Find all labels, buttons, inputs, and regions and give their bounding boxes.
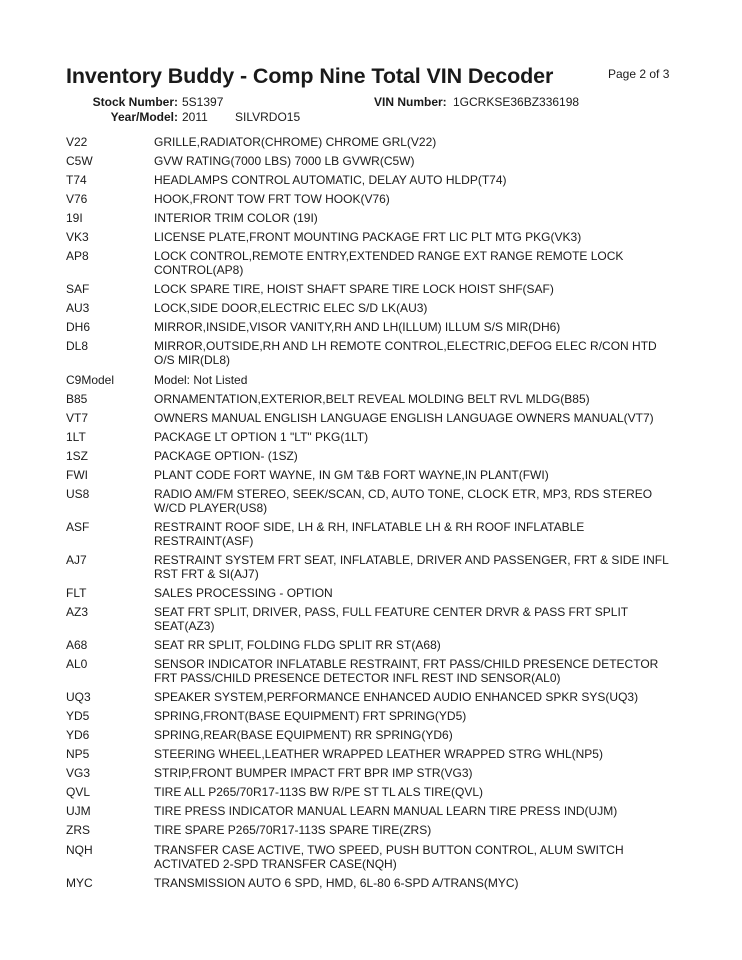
- option-code: FLT: [66, 585, 87, 600]
- option-description: MIRROR,INSIDE,VISOR VANITY,RH AND LH(ILLUM) ILLUM S/S MIR(DH6): [154, 320, 561, 335]
- option-description: PLANT CODE FORT WAYNE, IN GM T&B FORT WAYNE,IN PLANT(FWI): [154, 467, 549, 482]
- option-row: [66, 586, 686, 600]
- option-description: GVW RATING(7000 LBS) 7000 LB GVWR(C5W): [154, 154, 415, 169]
- option-row: [66, 230, 686, 244]
- option-row: [66, 320, 686, 334]
- option-code: A68: [66, 638, 88, 653]
- option-code: UQ3: [66, 690, 91, 705]
- option-row: [66, 211, 686, 225]
- option-row: [66, 657, 686, 685]
- option-row: [66, 192, 686, 206]
- option-code: AZ3: [66, 604, 89, 619]
- option-description: GRILLE,RADIATOR(CHROME) CHROME GRL(V22): [154, 135, 437, 149]
- option-row: [66, 728, 686, 742]
- option-description: LOCK,SIDE DOOR,ELECTRIC ELEC S/D LK(AU3): [154, 301, 428, 316]
- option-code: 19I: [66, 211, 83, 226]
- option-description: SPRING,FRONT(BASE EQUIPMENT) FRT SPRING(YD5): [154, 709, 467, 724]
- option-description: SALES PROCESSING - OPTION: [154, 585, 333, 600]
- option-description: LICENSE PLATE,FRONT MOUNTING PACKAGE FRT LIC PLT MTG PKG(VK3): [154, 230, 582, 245]
- option-description: STRIP,FRONT BUMPER IMPACT FRT BPR IMP STR(VG3): [154, 766, 473, 781]
- option-description: RESTRAINT ROOF SIDE, LH & RH, INFLATABLE LH & RH ROOF INFLATABLE RESTRAINT(ASF): [154, 519, 585, 548]
- option-description: INTERIOR TRIM COLOR (19I): [154, 211, 318, 226]
- option-row: [66, 823, 686, 837]
- option-row: [66, 638, 686, 652]
- option-description: TIRE PRESS INDICATOR MANUAL LEARN MANUAL LEARN TIRE PRESS IND(UJM): [154, 804, 618, 819]
- option-row: [66, 282, 686, 296]
- year-model-label: Year/Model:: [110, 110, 178, 124]
- option-code: VK3: [66, 230, 89, 245]
- option-row: [66, 430, 686, 444]
- option-code: FWI: [66, 467, 88, 482]
- option-code: T74: [66, 173, 87, 188]
- option-code: C5W: [66, 154, 93, 169]
- stock-number-label: Stock Number:: [92, 95, 178, 109]
- option-description: LOCK SPARE TIRE, HOIST SHAFT SPARE TIRE LOCK HOIST SHF(SAF): [154, 282, 554, 297]
- option-row: [66, 690, 686, 704]
- option-code: AP8: [66, 249, 89, 264]
- option-code: MYC: [66, 875, 93, 890]
- option-code: YD6: [66, 728, 90, 743]
- option-row: [66, 411, 686, 425]
- page-number: Page 2 of 3: [608, 67, 670, 81]
- option-code: C9Model: [66, 372, 115, 387]
- option-description: STEERING WHEEL,LEATHER WRAPPED LEATHER WRAPPED STRG WHL(NP5): [154, 747, 603, 762]
- option-description: PACKAGE LT OPTION 1 "LT" PKG(1LT): [154, 429, 369, 444]
- option-code: DL8: [66, 339, 89, 354]
- option-description: TRANSMISSION AUTO 6 SPD, HMD, 6L-80 6-SPD A/TRANS(MYC): [154, 875, 519, 890]
- option-code: 1SZ: [66, 448, 89, 463]
- option-row: [66, 709, 686, 723]
- option-description: SPEAKER SYSTEM,PERFORMANCE ENHANCED AUDIO ENHANCED SPKR SYS(UQ3): [154, 690, 639, 705]
- option-code: SAF: [66, 282, 90, 297]
- vin-number-value: 1GCRKSE36BZ336198: [453, 95, 580, 109]
- document-title: Inventory Buddy - Comp Nine Total VIN Decoder: [66, 64, 554, 88]
- option-description: RADIO AM/FM STEREO, SEEK/SCAN, CD, AUTO TONE, CLOCK ETR, MP3, RDS STEREO W/CD PLAYER(US8): [154, 486, 653, 515]
- option-description: HEADLAMPS CONTROL AUTOMATIC, DELAY AUTO HLDP(T74): [154, 173, 507, 188]
- option-description: SENSOR INDICATOR INFLATABLE RESTRAINT, FRT PASS/CHILD PRESENCE DETECTOR FRT PASS/CHILD PRESENCE DETECTOR INFL REST IND SENSOR(AL0): [154, 657, 659, 686]
- year-value: 2011: [182, 110, 208, 124]
- option-description: TRANSFER CASE ACTIVE, TWO SPEED, PUSH BUTTON CONTROL, ALUM SWITCH ACTIVATED 2-SPD TRANSFER CASE(NQH): [154, 842, 624, 871]
- option-row: [66, 135, 686, 149]
- option-list: [66, 135, 686, 895]
- option-code: UJM: [66, 804, 91, 819]
- option-code: B85: [66, 391, 88, 406]
- option-row: [66, 876, 686, 890]
- option-description: OWNERS MANUAL ENGLISH LANGUAGE ENGLISH LANGUAGE OWNERS MANUAL(VT7): [154, 410, 654, 425]
- option-row: [66, 339, 686, 367]
- option-code: AU3: [66, 301, 90, 316]
- option-code: ZRS: [66, 823, 90, 838]
- option-row: [66, 520, 686, 548]
- option-row: [66, 804, 686, 818]
- option-code: ASF: [66, 519, 90, 534]
- option-row: [66, 553, 686, 581]
- option-row: [66, 249, 686, 277]
- option-description: SEAT FRT SPLIT, DRIVER, PASS, FULL FEATURE CENTER DRVR & PASS FRT SPLIT SEAT(AZ3): [154, 604, 628, 633]
- option-row: [66, 468, 686, 482]
- option-code: V22: [66, 135, 88, 149]
- option-row: [66, 487, 686, 515]
- option-description: TIRE ALL P265/70R17-113S BW R/PE ST TL ALS TIRE(QVL): [154, 785, 484, 800]
- option-code: QVL: [66, 785, 91, 800]
- option-row: [66, 392, 686, 406]
- option-code: AL0: [66, 657, 88, 672]
- stock-number-value: 5S1397: [182, 95, 224, 109]
- option-row: [66, 766, 686, 780]
- vin-number-label: VIN Number:: [374, 95, 447, 109]
- option-code: YD5: [66, 709, 90, 724]
- option-code: NP5: [66, 747, 90, 762]
- option-description: ORNAMENTATION,EXTERIOR,BELT REVEAL MOLDING BELT RVL MLDG(B85): [154, 391, 590, 406]
- option-row: [66, 605, 686, 633]
- option-row: [66, 301, 686, 315]
- option-description: MIRROR,OUTSIDE,RH AND LH REMOTE CONTROL,ELECTRIC,DEFOG ELEC R/CON HTD O/S MIR(DL8): [154, 339, 657, 368]
- option-row: [66, 173, 686, 187]
- option-row: [66, 785, 686, 799]
- option-row: [66, 373, 686, 387]
- option-description: SPRING,REAR(BASE EQUIPMENT) RR SPRING(YD6): [154, 728, 453, 743]
- option-description: HOOK,FRONT TOW FRT TOW HOOK(V76): [154, 192, 390, 207]
- option-code: US8: [66, 486, 90, 501]
- option-description: PACKAGE OPTION- (1SZ): [154, 448, 298, 463]
- option-code: V76: [66, 192, 88, 207]
- option-code: VG3: [66, 766, 91, 781]
- vehicle-info: [0, 95, 742, 125]
- option-code: AJ7: [66, 552, 87, 567]
- option-row: [66, 154, 686, 168]
- option-description: LOCK CONTROL,REMOTE ENTRY,EXTENDED RANGE EXT RANGE REMOTE LOCK CONTROL(AP8): [154, 249, 624, 278]
- option-description: RESTRAINT SYSTEM FRT SEAT, INFLATABLE, DRIVER AND PASSENGER, FRT & SIDE INFL RST FRT & SI(AJ7): [154, 552, 669, 581]
- option-code: NQH: [66, 842, 93, 857]
- option-description: TIRE SPARE P265/70R17-113S SPARE TIRE(ZRS): [154, 823, 432, 838]
- option-code: 1LT: [66, 429, 86, 444]
- option-code: DH6: [66, 320, 91, 335]
- option-row: [66, 843, 686, 871]
- option-code: VT7: [66, 410, 89, 425]
- option-description: SEAT RR SPLIT, FOLDING FLDG SPLIT RR ST(A68): [154, 638, 441, 653]
- option-row: [66, 449, 686, 463]
- option-row: [66, 747, 686, 761]
- model-value: SILVRDO15: [235, 110, 301, 124]
- option-description: Model: Not Listed: [154, 372, 248, 387]
